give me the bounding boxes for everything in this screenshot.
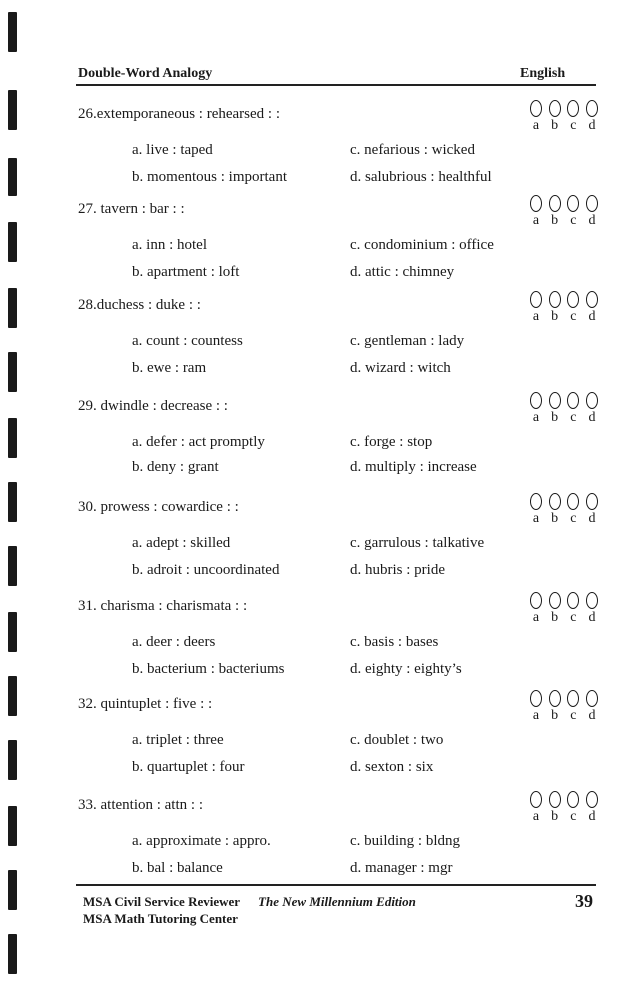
- bubble-label-b: b: [551, 118, 559, 133]
- bubble-label-d: d: [588, 410, 596, 425]
- option-c: c. condominium : office: [350, 237, 494, 253]
- bubble-label-a: a: [532, 309, 540, 324]
- bubble-c[interactable]: [567, 195, 579, 212]
- option-a: a. adept : skilled: [132, 535, 231, 551]
- option-b: b. quartuplet : four: [132, 759, 245, 775]
- option-c: c. nefarious : wicked: [350, 142, 475, 158]
- bubble-c[interactable]: [567, 493, 579, 510]
- bubble-label-a: a: [532, 118, 540, 133]
- bubble-d[interactable]: [586, 392, 598, 409]
- answer-bubbles: [530, 592, 600, 626]
- bubble-a[interactable]: [530, 100, 542, 117]
- question-30: [0, 499, 638, 594]
- bubble-label-b: b: [551, 410, 559, 425]
- option-a: a. approximate : appro.: [132, 833, 271, 849]
- question-31: [0, 598, 638, 693]
- bubble-label-d: d: [588, 809, 596, 824]
- bubble-b[interactable]: [549, 791, 561, 808]
- question-26: [0, 106, 638, 201]
- option-b: b. bacterium : bacteriums: [132, 661, 285, 677]
- question-stem: 26.extemporaneous : rehearsed : :: [78, 106, 281, 122]
- bubble-label-c: c: [570, 118, 577, 133]
- bubble-label-a: a: [532, 708, 540, 723]
- bubble-d[interactable]: [586, 195, 598, 212]
- option-d: d. attic : chimney: [350, 264, 455, 280]
- bubble-label-b: b: [551, 610, 559, 625]
- bubble-a[interactable]: [530, 690, 542, 707]
- answer-bubbles: [530, 195, 600, 229]
- bubble-b[interactable]: [549, 291, 561, 308]
- answer-bubbles: [530, 100, 600, 134]
- bubble-c[interactable]: [567, 392, 579, 409]
- bubble-label-a: a: [532, 511, 540, 526]
- bubble-d[interactable]: [586, 791, 598, 808]
- option-b: b. momentous : important: [132, 169, 287, 185]
- option-b: b. adroit : uncoordinated: [132, 562, 280, 578]
- bubble-label-c: c: [570, 610, 577, 625]
- bubble-label-b: b: [551, 809, 559, 824]
- option-c: c. doublet : two: [350, 732, 444, 748]
- bubble-c[interactable]: [567, 592, 579, 609]
- bubble-b[interactable]: [549, 690, 561, 707]
- bubble-b[interactable]: [549, 592, 561, 609]
- question-stem: 30. prowess : cowardice : :: [78, 499, 239, 515]
- bubble-label-d: d: [588, 118, 596, 133]
- bubble-b[interactable]: [549, 195, 561, 212]
- bubble-c[interactable]: [567, 291, 579, 308]
- question-27: [0, 201, 638, 296]
- subject-label: English: [520, 66, 566, 81]
- question-stem: 33. attention : attn : :: [78, 797, 203, 813]
- bubble-label-a: a: [532, 610, 540, 625]
- option-c: c. forge : stop: [350, 434, 433, 450]
- header-rule: [76, 84, 596, 86]
- bubble-label-b: b: [551, 213, 559, 228]
- answer-bubbles: [530, 493, 600, 527]
- bubble-label-a: a: [532, 213, 540, 228]
- footer-publisher: MSA Math Tutoring Center: [83, 911, 238, 926]
- option-d: d. eighty : eighty’s: [350, 661, 462, 677]
- bubble-label-c: c: [570, 708, 577, 723]
- option-d: d. sexton : six: [350, 759, 434, 775]
- bubble-a[interactable]: [530, 791, 542, 808]
- option-b: b. deny : grant: [132, 459, 219, 475]
- option-c: c. building : bldng: [350, 833, 460, 849]
- answer-bubbles: [530, 392, 600, 426]
- question-stem: 31. charisma : charismata : :: [78, 598, 248, 614]
- option-a: a. deer : deers: [132, 634, 216, 650]
- option-a: a. triplet : three: [132, 732, 224, 748]
- question-32: [0, 696, 638, 791]
- bubble-label-c: c: [570, 309, 577, 324]
- bubble-b[interactable]: [549, 100, 561, 117]
- question-stem: 29. dwindle : decrease : :: [78, 398, 228, 414]
- answer-bubbles: [530, 690, 600, 724]
- bubble-label-c: c: [570, 809, 577, 824]
- bubble-c[interactable]: [567, 100, 579, 117]
- bubble-label-c: c: [570, 511, 577, 526]
- bubble-label-d: d: [588, 610, 596, 625]
- bubble-d[interactable]: [586, 291, 598, 308]
- question-stem: 27. tavern : bar : :: [78, 201, 185, 217]
- option-a: a. inn : hotel: [132, 237, 207, 253]
- option-d: d. multiply : increase: [350, 459, 477, 475]
- section-title: Double-Word Analogy: [78, 66, 213, 81]
- bubble-label-a: a: [532, 410, 540, 425]
- bubble-label-a: a: [532, 809, 540, 824]
- bubble-label-d: d: [588, 309, 596, 324]
- footer-title-line: [83, 894, 416, 910]
- option-d: d. hubris : pride: [350, 562, 445, 578]
- bubble-d[interactable]: [586, 493, 598, 510]
- bubble-a[interactable]: [530, 392, 542, 409]
- option-d: d. salubrious : healthful: [350, 169, 492, 185]
- option-b: b. ewe : ram: [132, 360, 207, 376]
- question-28: [0, 297, 638, 392]
- binder-hole: [8, 934, 17, 974]
- option-a: a. count : countess: [132, 333, 243, 349]
- bubble-a[interactable]: [530, 592, 542, 609]
- answer-bubbles: [530, 791, 600, 825]
- bubble-label-d: d: [588, 213, 596, 228]
- bubble-d[interactable]: [586, 592, 598, 609]
- bubble-label-c: c: [570, 410, 577, 425]
- bubble-c[interactable]: [567, 690, 579, 707]
- binder-hole: [8, 12, 17, 52]
- bubble-b[interactable]: [549, 493, 561, 510]
- bubble-label-b: b: [551, 511, 559, 526]
- question-29: [0, 398, 638, 493]
- option-d: d. manager : mgr: [350, 860, 453, 876]
- bubble-label-c: c: [570, 213, 577, 228]
- bubble-d[interactable]: [586, 690, 598, 707]
- bubble-d[interactable]: [586, 100, 598, 117]
- option-a: a. defer : act promptly: [132, 434, 265, 450]
- question-33: [0, 797, 638, 892]
- question-stem: 28.duchess : duke : :: [78, 297, 201, 313]
- option-b: b. bal : balance: [132, 860, 223, 876]
- footer-rule: [76, 884, 596, 886]
- bubble-c[interactable]: [567, 791, 579, 808]
- bubble-label-d: d: [588, 708, 596, 723]
- option-c: c. basis : bases: [350, 634, 439, 650]
- bubble-b[interactable]: [549, 392, 561, 409]
- bubble-label-b: b: [551, 708, 559, 723]
- answer-bubbles: [530, 291, 600, 325]
- bubble-a[interactable]: [530, 493, 542, 510]
- question-stem: 32. quintuplet : five : :: [78, 696, 213, 712]
- footer-edition: The New Millennium Edition: [258, 894, 416, 909]
- bubble-a[interactable]: [530, 291, 542, 308]
- bubble-a[interactable]: [530, 195, 542, 212]
- footer-title: MSA Civil Service Reviewer: [83, 894, 241, 909]
- bubble-label-d: d: [588, 511, 596, 526]
- bubble-label-b: b: [551, 309, 559, 324]
- option-c: c. garrulous : talkative: [350, 535, 485, 551]
- option-c: c. gentleman : lady: [350, 333, 465, 349]
- option-a: a. live : taped: [132, 142, 213, 158]
- option-b: b. apartment : loft: [132, 264, 240, 280]
- page-number: 39: [575, 891, 593, 911]
- option-d: d. wizard : witch: [350, 360, 451, 376]
